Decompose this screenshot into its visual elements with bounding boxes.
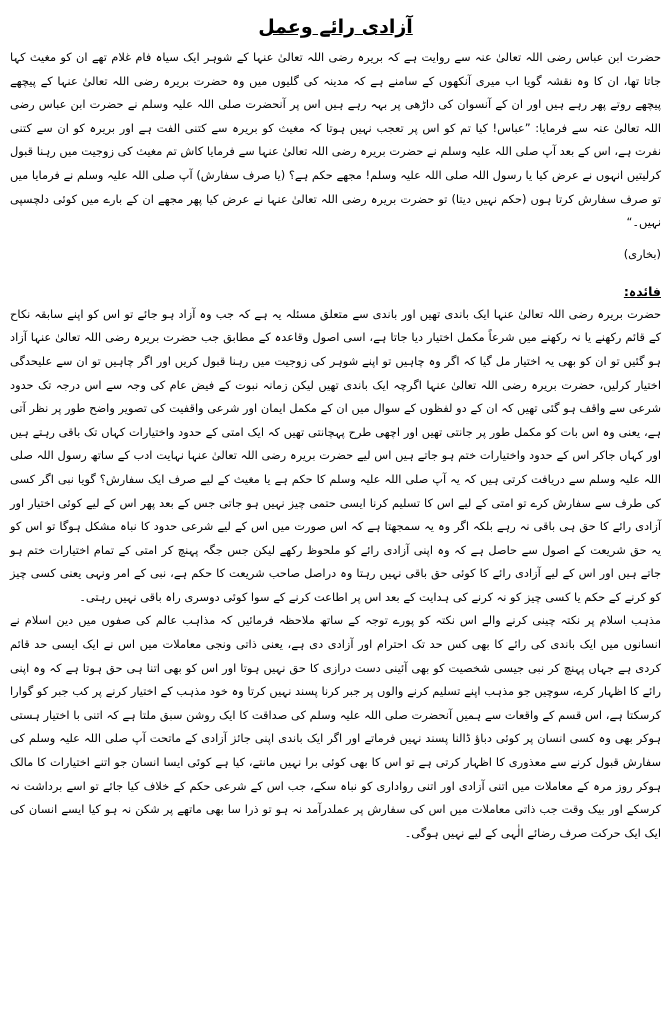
- benefit-heading: فائدہ:: [623, 283, 661, 299]
- hadith-narration: حضرت ابن عباس رضی اللہ تعالیٰ عنہ سے روایت ہے کہ بریرہ رضی اللہ تعالیٰ عنہا کے شوہر ایک سیاہ فام غلام تھے ان کو مغیث کہا جاتا تھا، ان کا وہ نقشہ گویا اب میری آنکھوں کے سامنے ہے کہ مدینہ کی گلیوں میں وہ حضرت بریرہ رضی اللہ تعالیٰ عنہا کے پیچھے پیچھے روتے پھر رہے ہیں اور ان کے آنسوان کی داڑھی پر بہہ رہے ہیں اس پر آنحضرت صلی اللہ علیہ وسلم نے حضرت ابن عباس رضی اللہ تعالیٰ عنہ سے فرمایا: ”عباس! کیا تم کو اس پر تعجب نہیں ہوتا کہ مغیث کو بریرہ سے کتنی الفت ہے اور بریرہ کو ان سے کتنی نفرت ہے، اس کے بعد آپ صلی اللہ علیہ وسلم نے حضرت بریرہ رضی اللہ تعالیٰ عنہا سے فرمایا کاش تم مغیث کی زوجیت میں رہنا قبول کرلیتیں انہوں نے عرض کیا یا رسول اللہ صلی اللہ علیہ وسلم! مجھے حکم ہے؟ (یا صرف سفارش) آپ صلی اللہ علیہ وسلم نے فرمایا میں تو صرف سفارش کرتا ہوں (حکم نہیں دیتا) تو حضرت بریرہ رضی اللہ تعالیٰ عنہا نے عرض کیا پھر مجھے ان کے بارے میں کوئی دلچسپی نہیں۔“: [10, 50, 661, 230]
- benefit-paragraph-2: مذہب اسلام پر نکتہ چینی کرنے والے اس نکتہ کو پورے توجہ کے ساتھ ملاحظہ فرمائیں کہ مذاہب عالم کی صفوں میں دین اسلام نے انسانوں میں ایک باندی کی رائے کا بھی کس حد تک احترام اور آزادی دی ہے، یعنی ذاتی ونجی معاملات میں اس نے ایک ایسی حد قائم کردی ہے جہاں پہنچ کر نبی جیسی شخصیت کو بھی آئینی دست درازی کا حق نہیں ہوتا اور اس کو بھی اتنا ہی حق ہوتا ہے کہ وہ اپنی رائے کا اظہار کرے، سوچیں جو مذہب اپنے تسلیم کرنے والوں پر جبر کرنا پسند نہیں کرتا وہ خود مذہب کے اختیار کرنے پر کب جبر کو گوارا کرسکتا ہے، اس قسم کے واقعات سے ہمیں آنحضرت صلی اللہ علیہ وسلم کی صداقت کا ایک روشن سبق ملتا ہے کہ اتنی با اختیار ہستی ہوکر بھی وہ کسی انسان پر کوئی دباؤ ڈالنا پسند نہیں فرماتے اور اگر ایک باندی اپنی جائز آزادی کے ماتحت آپ صلی اللہ علیہ وسلم کی سفارش قبول کرنے سے معذوری کا اظہار کرتی ہے تو اس کا بھی کوئی برا نہیں مانتے، کیا ہے کوئی ایسا انسان جو اتنے اختیارات کا مالک ہوکر روز مرہ کے معاملات میں اتنی آزادی اور اتنی رواداری کو نباہ سکے، جب اس کے شرعی حکم کے خلاف کیا جائے تو اسے برداشت نہ کرسکے اور بیک وقت جب ذاتی معاملات میں اس کی سفارش پر عملدرآمد نہ ہو تو ذرا سا بھی ماتھے پر شکن نہ ہو کیا ایسے انسان کی ایک ایک حرکت صرف رضائے الٰہی کے لیے نہیں ہوگی۔: [10, 613, 661, 840]
- page-title: آزادی رائے وعمل: [258, 16, 413, 38]
- source-reference: (بخاری): [623, 246, 661, 261]
- benefit-paragraph-1: حضرت بریرہ رضی اللہ تعالیٰ عنہا ایک باندی تھیں اور باندی سے متعلق مسئلہ یہ ہے کہ جب وہ آزاد ہو جائے تو اس کو اپنے سابقہ نکاح کے قائم رکھنے یا نہ رکھنے میں شرعاً مکمل اختیار دیا جاتا ہے، اسی اصول وقاعدہ کے مطابق جب حضرت بریرہ رضی اللہ تعالیٰ عنہا آزاد ہو گئیں تو ان کو بھی یہ اختیار مل گیا کہ اگر وہ چاہیں تو اپنے شوہر کی زوجیت میں رہنا قبول کریں اور اگر چاہیں تو ان سے علیحدگی اختیار کرلیں، حضرت بریرہ رضی اللہ تعالیٰ عنہا اگرچہ ایک باندی تھیں لیکن زمانہ نبوت کے فیض عام کی وجہ سے اس درجہ تک حدود شرعی سے واقف ہو گئی تھیں کہ ان کے دو لفظوں کے سوال میں ان کے مکمل ایمان اور شرعی واقفیت کی تصویر واضح طور پر نظر آتی ہے، یعنی وہ اس بات کو مکمل طور پر جانتی تھیں اور اچھی طرح پہچانتی تھیں کہ ایک امتی کے حدود واختیارات کہاں تک باقی رہتے ہیں اور کہاں جاکر اس کے حدود واختیارات ختم ہو جاتے ہیں اس لیے حضرت بریرہ رضی اللہ تعالیٰ عنہا نہایت ادب کے ساتھ رسول اللہ صلی اللہ علیہ وسلم سے دریافت کرتی ہیں کہ یہ آپ صلی اللہ علیہ وسلم کا حکم ہے یا مغیث کے لیے صرف ایک سفارش؟ گویا نبی اگر کسی کی طرف سے سفارش کرے تو امتی کے لیے اس کا تسلیم کرنا ایسی حتمی چیز نہیں ہو جاتی جس کے بعد پھر اس کے لیے کوئی اختیار اور آزادی رائے کا حق ہی باقی نہ رہے بلکہ اگر وہ یہ سمجھتا ہے کہ اس صورت میں اس کے لیے شرعی حدود کا نباہ مشکل ہوگا تو اس کو یہ حق شریعت کے اصول سے حاصل ہے کہ وہ اپنی آزادی رائے کو ملحوظ رکھے لیکن جس جگہ پہنچ کر امتی کے تمام اختیارات ختم ہو جاتے ہیں اور اس کے لیے آزادی رائے کا کوئی حق باقی نہیں رہتا وہ دراصل صاحب شریعت کا حکم ہے، نبی کے امر ونہی یعنی کسی چیز کو کرنے کے حکم یا کسی چیز کو نہ کرنے کی ہدایت کے بعد اس پر اطاعت کرنے کے سوا کوئی دوسری راہ باقی نہیں رہتی۔: [10, 306, 661, 604]
